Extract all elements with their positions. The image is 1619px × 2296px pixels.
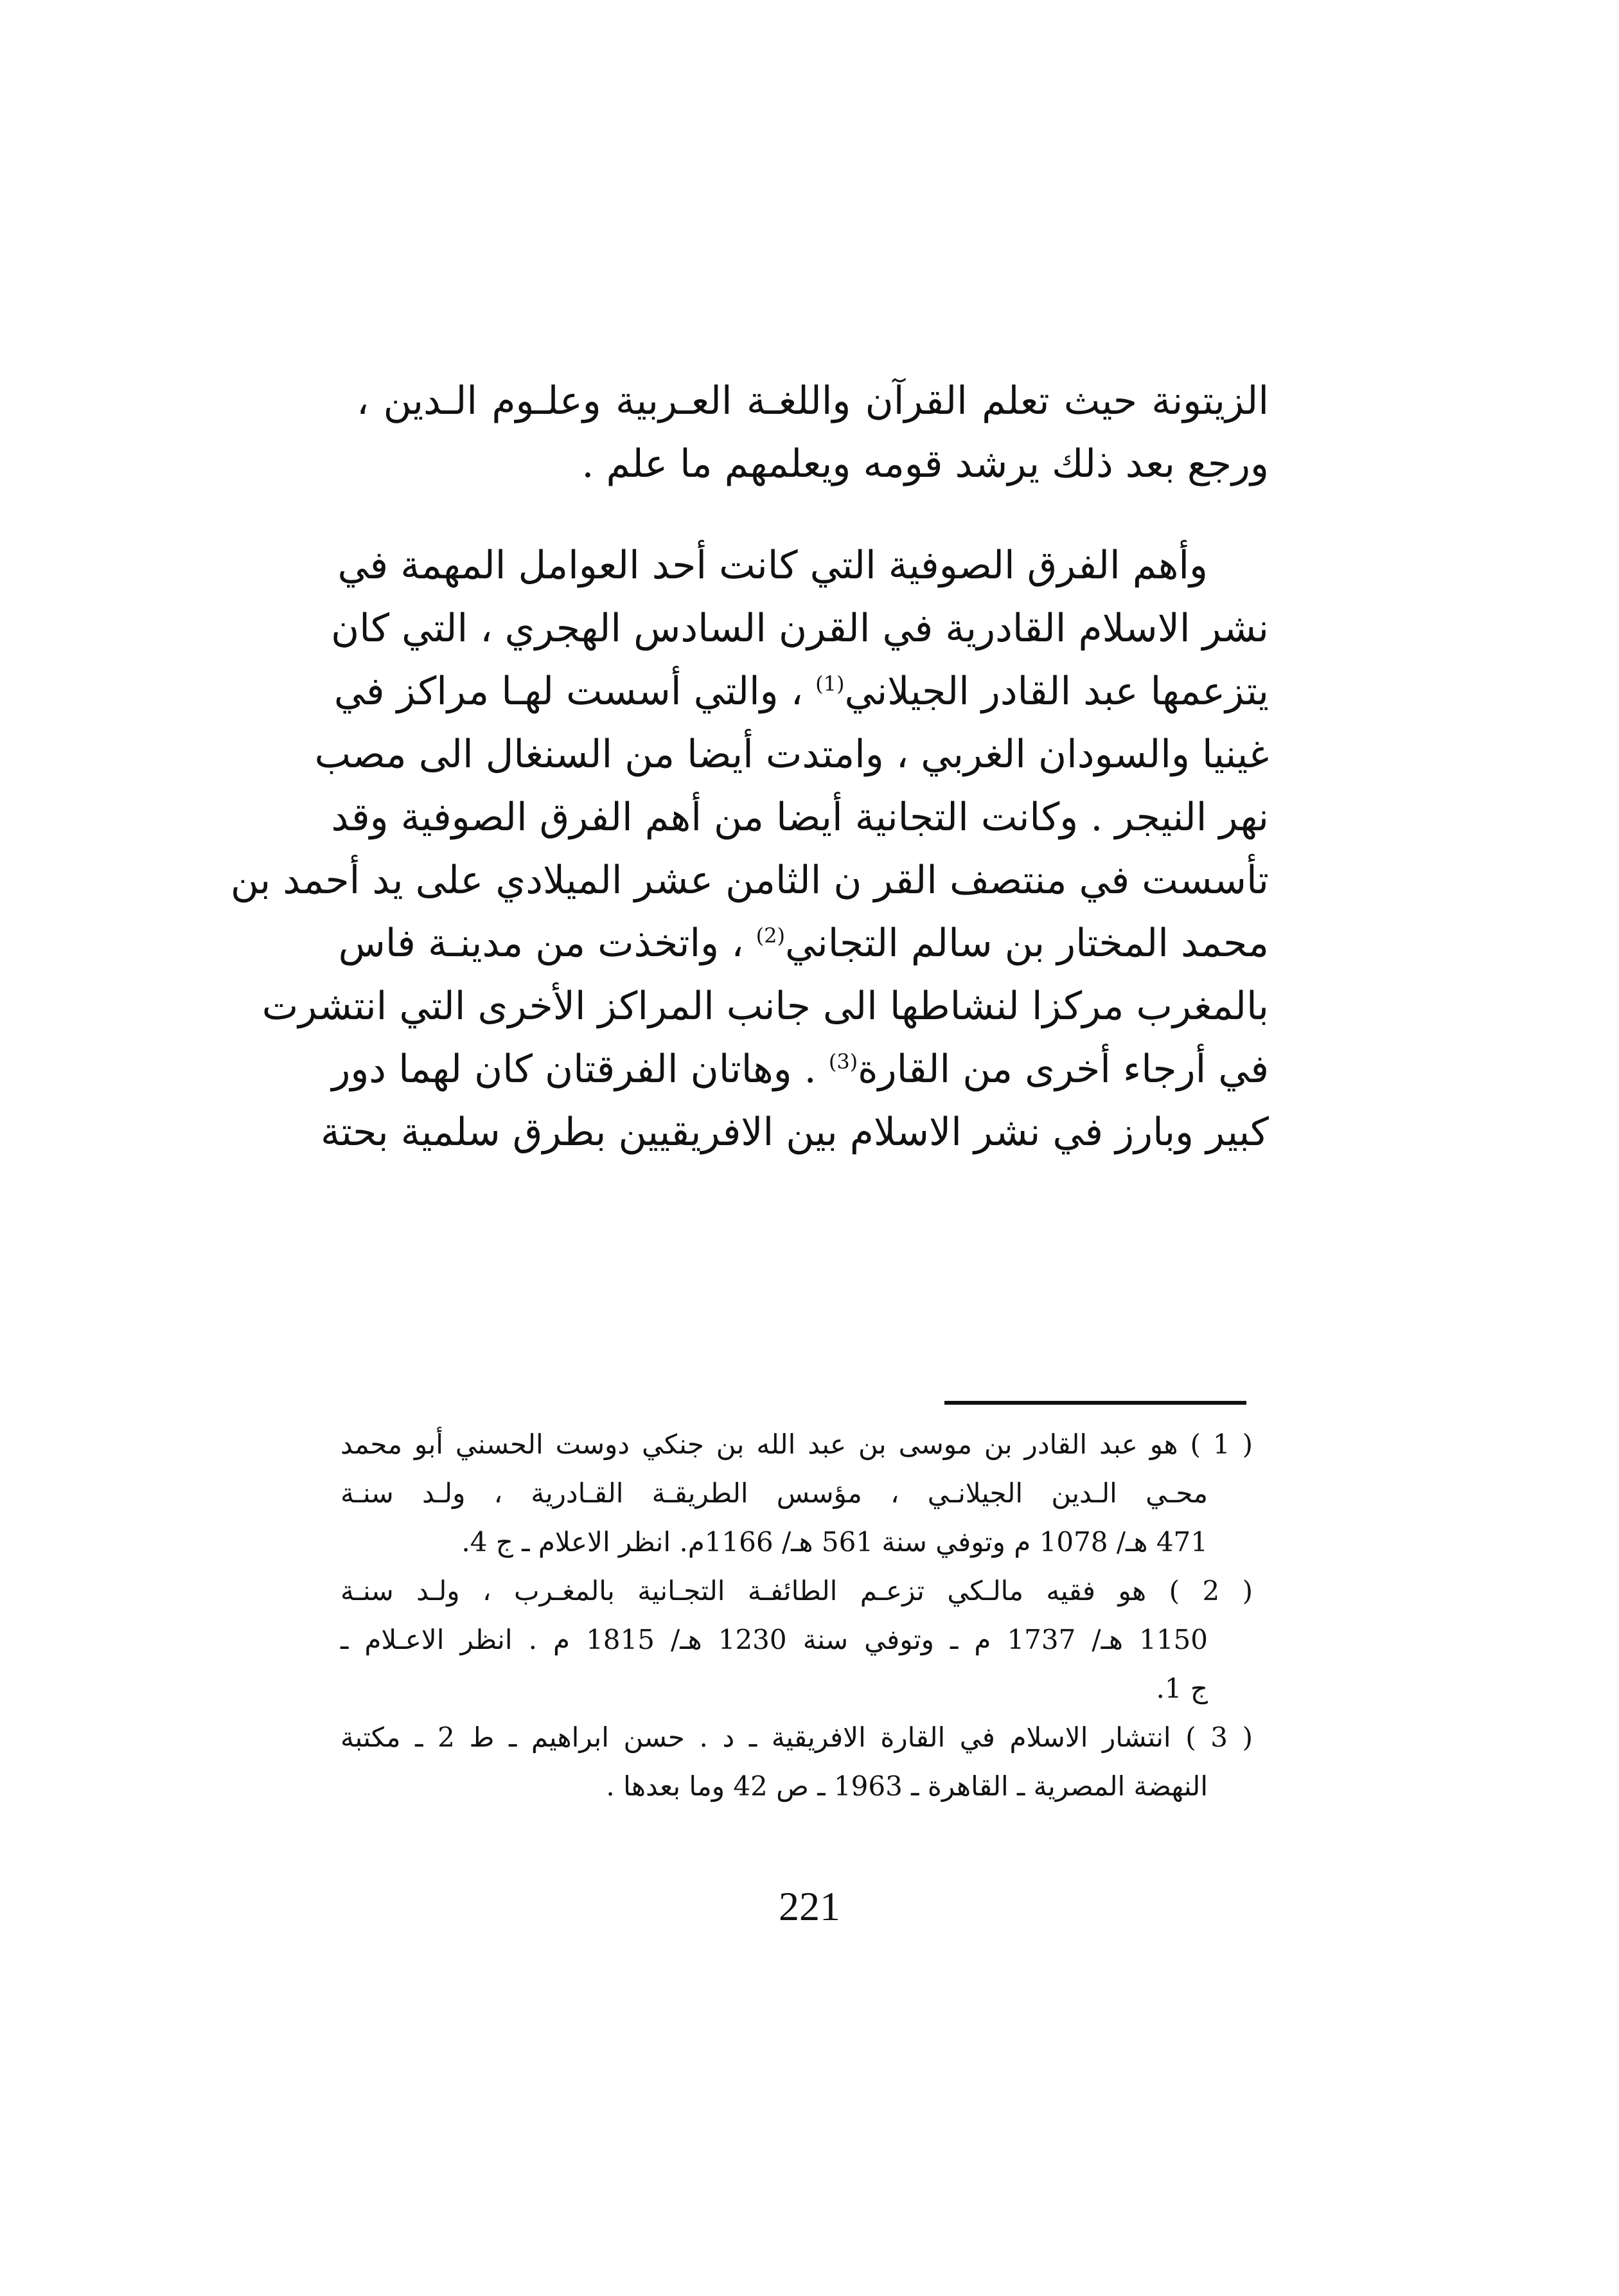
text-line: بالمغرب مركزا لنشاطها الى جانب المراكز الأخرى التي انتشرت (261, 984, 1269, 1029)
footnote-text: هو فقيه مالـكي تزعـم الطائفـة التجـانية بالمغـرب ، ولـد سنـة (341, 1575, 1147, 1606)
footnote-ref-1: (1) (815, 672, 845, 696)
footnote-ref-2: (2) (756, 923, 785, 948)
text-line: نهر النيجر . وكانت التجانية أيضا من أهم الفرق الصوفية وقد (331, 795, 1269, 840)
footnote-3 (341, 1713, 1253, 1811)
footnote-marker: ( 3 ) (1185, 1722, 1253, 1753)
footnote-line: محـي الـدين الجيلانـي ، مؤسس الطريقـة القـادرية ، ولـد سنـة (341, 1477, 1208, 1509)
text-segment: في أرجاء أخرى من القارة (858, 1047, 1269, 1092)
text-line: غينيا والسودان الغربي ، وامتدت أيضا من السنغال الى مصب (314, 732, 1269, 777)
footnote-line: 471 هـ/ 1078 م وتوفي سنة 561 هـ/ 1166م. انظر الاعلام ـ ج 4. (461, 1526, 1208, 1558)
footnote-text: هو عبد القادر بن موسى بن عبد الله بن جنكي دوست الحسني أبو محمد (341, 1428, 1178, 1460)
text-segment: محمد المختار بن سالم التجاني (785, 921, 1269, 966)
footnote-separator (944, 1401, 1246, 1405)
footnote-line (341, 1713, 1253, 1762)
text-segment: ، واتخذت من مدينـة فاس (338, 921, 744, 966)
footnote-marker: ( 1 ) (1190, 1428, 1253, 1460)
text-segment: يتزعمها عبد القادر الجيلاني (844, 669, 1269, 714)
main-text (230, 369, 1269, 1164)
footnote-line (341, 1420, 1253, 1469)
footnote-line: 1150 هـ/ 1737 م ـ وتوفي سنة 1230 هـ/ 1815 م . انظر الاعـلام ـ (341, 1624, 1208, 1655)
footnote-marker: ( 2 ) (1169, 1575, 1253, 1606)
text-line: تأسست في منتصف القر ن الثامن عشر الميلادي على يد أحمد بن (230, 858, 1269, 903)
text-line: وأهم الفرق الصوفية التي كانت أحد العوامل المهمة في (337, 543, 1208, 588)
footnote-line (341, 1567, 1253, 1615)
footnote-line: ج 1. (1156, 1673, 1208, 1704)
text-line: كبير وبارز في نشر الاسلام بين الافريقيين بطرق سلمية بحتة (320, 1110, 1269, 1155)
text-segment: . وهاتان الفرقتان كان لهما دور (332, 1047, 817, 1092)
footnote-line: النهضة المصرية ـ القاهرة ـ 1963 ـ ص 42 وما بعدها . (606, 1770, 1208, 1802)
footnote-2 (341, 1567, 1253, 1713)
text-segment: ، والتي أسست لهـا مراكز في (333, 669, 804, 714)
text-line (333, 660, 1269, 723)
footnotes (341, 1420, 1253, 1811)
page-number: 221 (779, 1883, 840, 1929)
footnote-1 (341, 1420, 1253, 1567)
footnote-ref-3: (3) (828, 1049, 858, 1074)
text-line (338, 912, 1269, 975)
text-line (332, 1038, 1269, 1101)
text-line: ورجع بعد ذلك يرشد قومه ويعلمهم ما علم . (581, 441, 1269, 486)
text-line: الزيتونة حيث تعلم القرآن واللغـة العـربية وعلـوم الـدين ، (357, 378, 1269, 423)
footnote-text: انتشار الاسلام في القارة الافريقية ـ د . حسن ابراهيم ـ ط 2 ـ مكتبة (341, 1722, 1171, 1753)
text-line: نشر الاسلام القادرية في القرن السادس الهجري ، التي كان (331, 606, 1269, 651)
